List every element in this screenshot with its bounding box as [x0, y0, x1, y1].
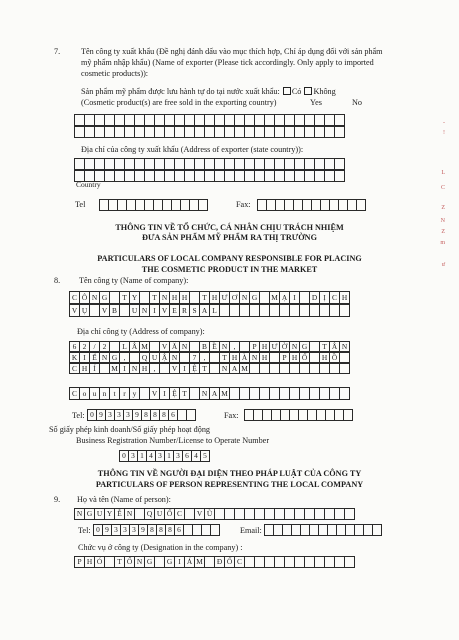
grid-cell[interactable]: C	[69, 387, 80, 400]
grid-cell[interactable]: 3	[129, 524, 139, 536]
grid-cell[interactable]: H	[259, 341, 270, 352]
license-number-grid[interactable]	[120, 450, 210, 462]
grid-cell[interactable]: I	[119, 363, 130, 374]
grid-cell[interactable]: M	[239, 363, 250, 374]
grid-cell[interactable]: H	[84, 556, 95, 568]
grid-cell[interactable]: N	[89, 291, 100, 304]
exporter-country-label: Country	[76, 180, 101, 189]
grid-cell[interactable]: V	[149, 387, 160, 400]
person-name-label: Họ và tên (Name of person):	[77, 495, 171, 504]
grid-cell[interactable]: 4	[146, 450, 156, 462]
grid-cell[interactable]: E	[169, 304, 180, 317]
grid-cell[interactable]	[334, 158, 345, 170]
grid-cell[interactable]: Ờ	[279, 341, 290, 352]
grid-cell[interactable]: 0	[93, 524, 103, 536]
free-sold-question-en: (Cosmetic product(s) are free sold in the exporting country)	[81, 98, 277, 107]
exporter-address-grid-row2[interactable]	[75, 170, 345, 182]
grid-cell[interactable]: N	[99, 352, 110, 363]
grid-cell[interactable]: H	[179, 291, 190, 304]
grid-cell[interactable]	[334, 126, 345, 138]
grid-cell[interactable]: 0	[87, 409, 97, 421]
grid-cell[interactable]: I	[79, 352, 90, 363]
grid-cell[interactable]: G	[144, 556, 155, 568]
grid-cell[interactable]: 9	[132, 409, 142, 421]
grid-cell[interactable]: B	[199, 341, 210, 352]
grid-cell[interactable]: N	[179, 341, 190, 352]
grid-cell[interactable]: 9	[96, 409, 106, 421]
grid-cell[interactable]: 8	[165, 524, 175, 536]
grid-cell[interactable]: L	[209, 304, 220, 317]
margin-mark: N	[440, 218, 445, 224]
grid-cell[interactable]: H	[229, 352, 240, 363]
designation-grid[interactable]	[75, 556, 355, 568]
grid-cell[interactable]: M	[109, 363, 120, 374]
grid-cell[interactable]: 8	[159, 409, 169, 421]
grid-cell[interactable]: N	[219, 341, 230, 352]
heading-local-company-vi-2: ĐƯA SẢN PHẨM MỸ PHẨM RA THỊ TRƯỜNG	[142, 233, 317, 242]
grid-cell[interactable]: S	[189, 304, 200, 317]
grid-cell[interactable]: N	[124, 508, 135, 520]
grid-cell[interactable]: Ễ	[114, 508, 125, 520]
section-9-number: 9.	[54, 495, 61, 504]
grid-cell[interactable]: G	[164, 556, 175, 568]
grid-cell[interactable]: C	[174, 508, 185, 520]
company-address-grid-row1[interactable]	[70, 341, 350, 352]
grid-cell[interactable]: Ũ	[204, 508, 215, 520]
person-email-label: Email:	[240, 526, 262, 535]
grid-cell[interactable]: V	[194, 508, 205, 520]
grid-cell[interactable]: n	[99, 387, 110, 400]
grid-cell[interactable]: Ề	[209, 341, 220, 352]
margin-mark: C	[440, 185, 445, 191]
grid-cell[interactable]: M	[194, 556, 205, 568]
grid-cell[interactable]: Y	[129, 291, 140, 304]
grid-cell[interactable]: 1	[164, 450, 174, 462]
grid-cell[interactable]: P	[74, 556, 85, 568]
grid-cell[interactable]	[339, 387, 350, 400]
grid-cell[interactable]: U	[94, 508, 105, 520]
margin-mark: Z	[441, 205, 445, 211]
margin-mark: m	[440, 240, 445, 246]
grid-cell[interactable]: N	[169, 352, 180, 363]
grid-cell[interactable]: 9	[138, 524, 148, 536]
grid-cell[interactable]: H	[79, 363, 90, 374]
grid-cell[interactable]: N	[289, 341, 300, 352]
grid-cell[interactable]: G	[109, 352, 120, 363]
grid-cell[interactable]: 5	[200, 450, 210, 462]
grid-cell[interactable]	[344, 508, 355, 520]
grid-cell[interactable]	[339, 352, 350, 363]
grid-cell[interactable]: N	[74, 508, 85, 520]
grid-cell[interactable]: 3	[155, 450, 165, 462]
margin-mark: L	[441, 170, 445, 176]
grid-cell[interactable]: V	[99, 304, 110, 317]
grid-cell[interactable]: /	[89, 341, 100, 352]
grid-cell[interactable]: Ô	[79, 291, 90, 304]
grid-cell[interactable]: L	[119, 341, 130, 352]
grid-cell[interactable]: 3	[111, 524, 121, 536]
exporter-name-grid-row1[interactable]	[75, 114, 345, 126]
grid-cell[interactable]: T	[179, 387, 190, 400]
grid-cell[interactable]: 8	[147, 524, 157, 536]
no-checkbox[interactable]	[304, 87, 312, 95]
grid-cell[interactable]: T	[119, 291, 130, 304]
company-name-grid-row2[interactable]	[70, 304, 350, 317]
grid-cell[interactable]: H	[289, 352, 300, 363]
grid-cell[interactable]: Ậ	[159, 352, 170, 363]
grid-cell[interactable]: R	[179, 304, 190, 317]
grid-cell[interactable]	[339, 363, 350, 374]
grid-cell[interactable]: Ổ	[124, 556, 135, 568]
license-label-en: Business Registration Number/License to Operate Number	[76, 436, 270, 445]
margin-mark: Z	[441, 229, 445, 235]
grid-cell[interactable]: K	[69, 352, 80, 363]
grid-cell[interactable]: y	[129, 387, 140, 400]
grid-cell[interactable]: P	[249, 341, 260, 352]
designation-label: Chức vụ ở công ty (Designation in the company) :	[78, 543, 243, 552]
grid-cell[interactable]: Â	[129, 341, 140, 352]
grid-cell[interactable]: I	[174, 556, 185, 568]
grid-cell[interactable]: G	[99, 291, 110, 304]
heading-local-company-vi-1: THÔNG TIN VỀ TỔ CHỨC, CÁ NHÂN CHỊU TRÁCH NHIỆM	[115, 223, 344, 232]
exporter-fax-grid[interactable]	[258, 199, 366, 211]
grid-cell[interactable]: V	[159, 341, 170, 352]
grid-cell[interactable]: Q	[144, 508, 155, 520]
grid-cell[interactable]: ,	[229, 341, 240, 352]
company-address-grid-row2[interactable]	[70, 352, 350, 363]
grid-cell[interactable]: Ạ	[279, 291, 290, 304]
grid-cell[interactable]: ,	[119, 352, 130, 363]
company-tel-grid[interactable]	[88, 409, 196, 421]
margin-mark: -	[443, 120, 445, 126]
exporter-label-line2: mỹ phẩm nhập khẩu) (Name of exporter (Please tick accordingly. Only apply to imported	[81, 58, 374, 67]
grid-cell[interactable]: V	[69, 304, 80, 317]
margin-mark: ư	[441, 262, 445, 268]
grid-cell[interactable]: ,	[149, 363, 160, 374]
grid-cell[interactable]: 3	[173, 450, 183, 462]
company-tel-label: Tel:	[72, 411, 85, 420]
grid-cell[interactable]: 2	[79, 341, 90, 352]
margin-mark: !	[443, 130, 445, 136]
grid-cell[interactable]: Ố	[224, 556, 235, 568]
company-fax-label: Fax:	[224, 411, 239, 420]
grid-cell[interactable]	[210, 524, 220, 536]
grid-cell[interactable]: A	[199, 304, 210, 317]
grid-cell[interactable]: Ư	[219, 291, 230, 304]
grid-cell[interactable]	[334, 170, 345, 182]
exporter-address-grid-row1[interactable]	[75, 158, 345, 170]
grid-cell[interactable]: Ệ	[169, 387, 180, 400]
grid-cell[interactable]: G	[249, 291, 260, 304]
grid-cell[interactable]: 9	[102, 524, 112, 536]
grid-cell[interactable]: V	[169, 363, 180, 374]
person-tel-label: Tel:	[78, 526, 91, 535]
grid-cell[interactable]: 6	[174, 524, 184, 536]
grid-cell[interactable]: Ơ	[229, 291, 240, 304]
grid-cell[interactable]: 3	[120, 524, 130, 536]
grid-cell[interactable]: Y	[104, 508, 115, 520]
grid-cell[interactable]: 3	[123, 409, 133, 421]
grid-cell[interactable]: o	[79, 387, 90, 400]
grid-cell[interactable]: C	[234, 556, 245, 568]
grid-cell[interactable]: T	[219, 352, 230, 363]
grid-cell[interactable]: Ư	[269, 341, 280, 352]
grid-cell[interactable]: Ố	[299, 352, 310, 363]
grid-cell[interactable]: Ă	[169, 341, 180, 352]
grid-cell[interactable]: Đ	[214, 556, 225, 568]
grid-cell[interactable]	[339, 304, 350, 317]
company-fax-grid[interactable]	[245, 409, 353, 421]
grid-cell[interactable]: 3	[114, 409, 124, 421]
grid-cell[interactable]: D	[309, 291, 320, 304]
grid-cell[interactable]: M	[219, 387, 230, 400]
exporter-address-label: Địa chỉ của công ty xuất khẩu (Address of exporter (state country)):	[81, 145, 304, 154]
exporter-fax-label: Fax:	[236, 200, 251, 209]
grid-cell[interactable]	[356, 199, 366, 211]
grid-cell[interactable]: I	[179, 363, 190, 374]
company-name-label: Tên công ty (Name of company):	[79, 276, 189, 285]
yes-label: Yes	[310, 98, 322, 107]
grid-cell[interactable]: Ị	[319, 291, 330, 304]
grid-cell[interactable]: 0	[119, 450, 129, 462]
grid-cell[interactable]: V	[159, 304, 170, 317]
grid-cell[interactable]: I	[289, 291, 300, 304]
grid-cell[interactable]: T	[319, 341, 330, 352]
grid-cell[interactable]: I	[149, 304, 160, 317]
grid-cell[interactable]: G	[84, 508, 95, 520]
grid-cell[interactable]: H	[319, 352, 330, 363]
yes-checkbox[interactable]	[283, 87, 291, 95]
grid-cell[interactable]: Ồ	[329, 352, 340, 363]
grid-cell[interactable]: Ụ	[79, 304, 90, 317]
grid-cell[interactable]: N	[159, 291, 170, 304]
grid-cell[interactable]: N	[139, 304, 150, 317]
grid-cell[interactable]: T	[199, 363, 210, 374]
grid-cell[interactable]: C	[69, 363, 80, 374]
grid-cell[interactable]: B	[109, 304, 120, 317]
grid-cell[interactable]: N	[134, 556, 145, 568]
grid-cell[interactable]: C	[69, 291, 80, 304]
grid-cell[interactable]: Í	[89, 363, 100, 374]
grid-cell[interactable]: A	[229, 363, 240, 374]
grid-cell[interactable]: Q	[139, 352, 150, 363]
grid-cell[interactable]: 2	[99, 341, 110, 352]
grid-cell[interactable]: Ể	[89, 352, 100, 363]
heading-representative-vi: THÔNG TIN VỀ NGƯỜI ĐẠI DIỆN THEO PHÁP LUẬT CỦA CÔNG TY	[97, 469, 362, 478]
exporter-label-line1: Tên công ty xuất khẩu (Đề nghị đánh dấu vào mục thích hợp, Chỉ áp dụng đối với sản phẩm	[81, 47, 383, 56]
grid-cell[interactable]: N	[339, 341, 350, 352]
grid-cell[interactable]	[372, 524, 382, 536]
grid-cell[interactable]: r	[119, 387, 130, 400]
company-address-label: Địa chỉ công ty (Address of company):	[77, 327, 205, 336]
grid-cell[interactable]: Â	[329, 341, 340, 352]
section-8-number: 8.	[54, 276, 61, 285]
grid-cell[interactable]: U	[149, 352, 160, 363]
grid-cell[interactable]: À	[239, 352, 250, 363]
grid-cell[interactable]: U	[129, 304, 140, 317]
grid-cell[interactable]: N	[199, 387, 210, 400]
person-email-grid[interactable]	[265, 524, 382, 536]
grid-cell[interactable]: N	[239, 291, 250, 304]
grid-cell[interactable]	[343, 409, 353, 421]
grid-cell[interactable]: M	[269, 291, 280, 304]
grid-cell[interactable]: ,	[199, 352, 210, 363]
grid-cell[interactable]: Ố	[164, 508, 175, 520]
grid-cell[interactable]: t	[109, 387, 120, 400]
grid-cell[interactable]: 8	[141, 409, 151, 421]
grid-cell[interactable]	[186, 409, 196, 421]
heading-local-company-en-1: PARTICULARS OF LOCAL COMPANY RESPONSIBLE FOR PLACING	[97, 254, 362, 263]
no-label: No	[352, 98, 363, 107]
exporter-label-line3: cosmetic products)):	[81, 69, 149, 78]
grid-cell[interactable]: Ệ	[189, 363, 200, 374]
grid-cell[interactable]: 8	[150, 409, 160, 421]
exporter-tel-label: Tel	[75, 200, 86, 209]
grid-cell[interactable]: G	[299, 341, 310, 352]
grid-cell[interactable]: M	[139, 341, 150, 352]
exporter-name-grid-row2[interactable]	[75, 126, 345, 138]
company-name-grid-row1[interactable]	[70, 291, 350, 304]
grid-cell[interactable]: 7	[189, 352, 200, 363]
heading-representative-en: PARTICULARS OF PERSON REPRESENTING THE LOCAL COMPANY	[95, 480, 364, 489]
grid-cell[interactable]: 6	[69, 341, 80, 352]
grid-cell[interactable]: H	[169, 291, 180, 304]
person-name-grid[interactable]	[75, 508, 355, 520]
grid-cell[interactable]: 8	[156, 524, 166, 536]
grid-cell[interactable]: 3	[128, 450, 138, 462]
company-address-grid-country[interactable]	[70, 387, 350, 400]
exporter-tel-grid[interactable]	[100, 199, 208, 211]
grid-cell[interactable]: 6	[182, 450, 192, 462]
grid-cell[interactable]: I	[159, 387, 170, 400]
grid-cell[interactable]	[334, 114, 345, 126]
grid-cell[interactable]	[198, 199, 208, 211]
grid-cell[interactable]: A	[209, 387, 220, 400]
grid-cell[interactable]: Á	[184, 556, 195, 568]
grid-cell[interactable]: N	[129, 363, 140, 374]
grid-cell[interactable]: Ó	[94, 556, 105, 568]
grid-cell[interactable]: 1	[137, 450, 147, 462]
grid-cell[interactable]: 4	[191, 450, 201, 462]
grid-cell[interactable]: H	[209, 291, 220, 304]
grid-cell[interactable]: U	[154, 508, 165, 520]
grid-cell[interactable]: 3	[105, 409, 115, 421]
grid-cell[interactable]	[344, 556, 355, 568]
grid-cell[interactable]: N	[249, 352, 260, 363]
free-sold-question: Sản phẩm mỹ phẩm được lưu hành tự do tại nước xuất khẩu: Có Không	[81, 87, 336, 96]
grid-cell[interactable]: H	[339, 291, 350, 304]
grid-cell[interactable]: C	[329, 291, 340, 304]
person-tel-grid[interactable]	[94, 524, 220, 536]
grid-cell[interactable]: P	[279, 352, 290, 363]
grid-cell[interactable]: u	[89, 387, 100, 400]
grid-cell[interactable]: T	[114, 556, 125, 568]
license-label-vi: Số giấy phép kinh doanh/Số giấy phép hoạt động	[49, 425, 211, 434]
grid-cell[interactable]: 6	[168, 409, 178, 421]
grid-cell[interactable]: H	[139, 363, 150, 374]
company-address-grid-row3[interactable]	[70, 363, 350, 374]
heading-local-company-en-2: THE COSMETIC PRODUCT IN THE MARKET	[141, 265, 318, 274]
section-7-number: 7.	[54, 47, 61, 56]
grid-cell[interactable]: T	[199, 291, 210, 304]
grid-cell[interactable]: N	[219, 363, 230, 374]
grid-cell[interactable]: H	[259, 352, 270, 363]
grid-cell[interactable]: T	[149, 291, 160, 304]
